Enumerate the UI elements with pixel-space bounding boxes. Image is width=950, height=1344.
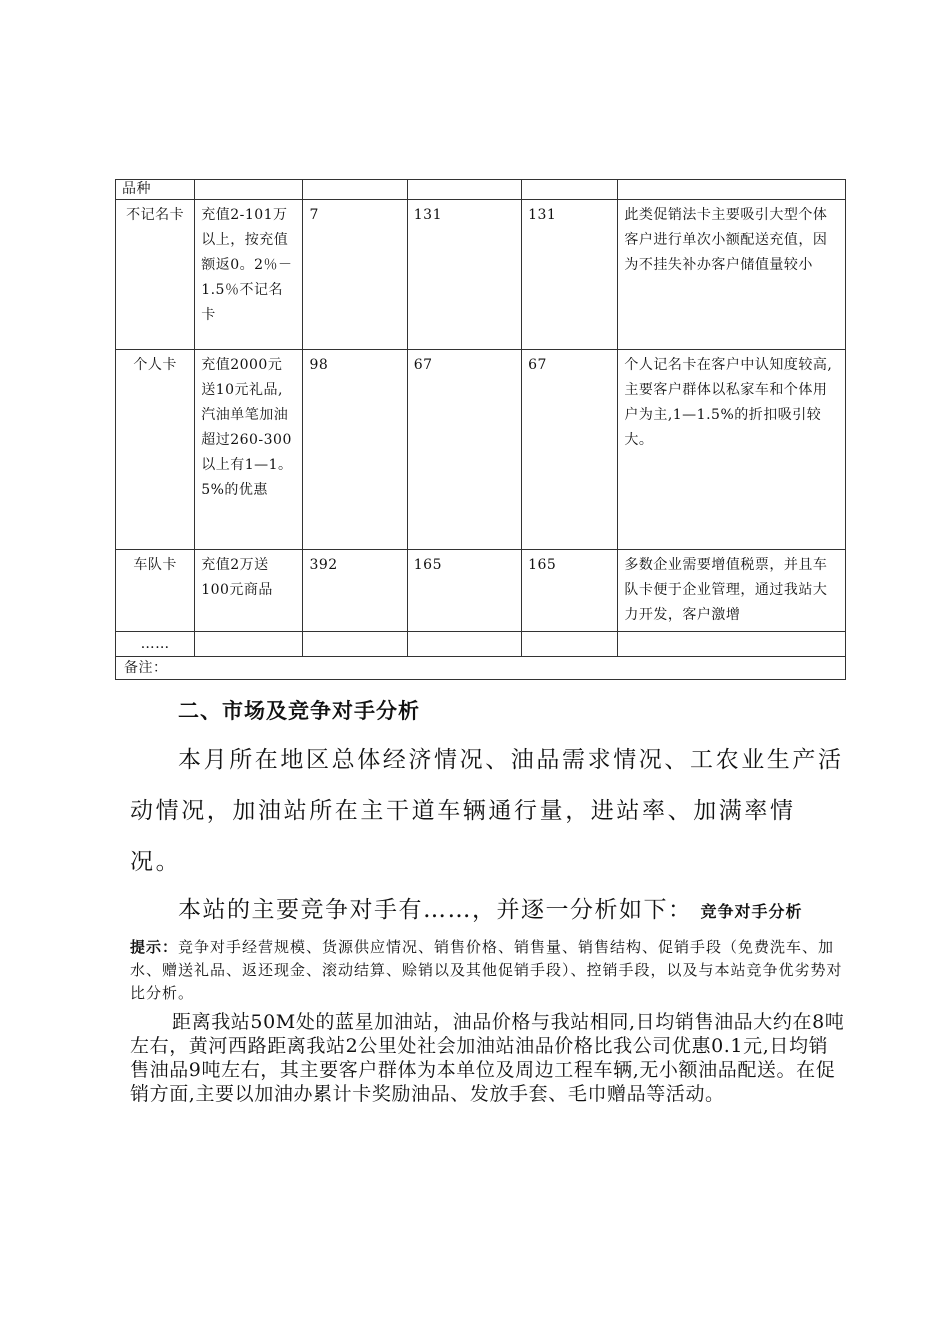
header-cell-type: 品种 [116,180,195,200]
economy-paragraph: 本月所在地区总体经济情况、油品需求情况、工农业生产活动情况，加油站所在主干道车辆通行量，进站率、加满率情况。 [130,747,844,875]
value-cell: 67 [522,350,618,550]
value-cell: 98 [303,350,407,550]
empty-cell [618,632,846,657]
note-cell: 多数企业需要增值税票，并且车队卡便于企业管理，通过我站大力开发，客户激增 [618,550,846,632]
competitors-text: 本站的主要竞争对手有……，并逐一分析如下： [178,897,693,923]
remark-cell: 备注： [116,657,846,680]
tip-label: 提示： [130,938,179,956]
ellipsis-cell: …… [116,632,195,657]
table-row [116,350,846,550]
header-cell-empty [303,180,407,200]
value-cell: 165 [522,550,618,632]
value-cell: 67 [407,350,521,550]
table-header-row [116,180,846,200]
competitors-paragraph [130,890,845,932]
card-type-cell: 不记名卡 [116,200,195,350]
table-row-ellipsis [116,632,846,657]
competitor-detail-paragraph: 距离我站50M处的蓝星加油站，油品价格与我站相同,日均销售油品大约在8吨左右，黄河西路距离我站2公里处社会加油站油品价格比我公司优惠0.1元,日均销售油品9吨左右，其主要客户群体为本单位及周边工程车辆,无小额油品配送。在促销方面,主要以加油办累计卡奖励油品、发放手套、毛巾赠品等活动。 [130,1011,845,1105]
value-cell: 7 [303,200,407,350]
tip-paragraph [130,936,848,1005]
table-row [116,200,846,350]
policy-cell: 充值2万送100元商品 [195,550,303,632]
value-cell: 131 [522,200,618,350]
header-cell-empty [195,180,303,200]
tip-text: 竞争对手经营规模、货源供应情况、销售价格、销售量、销售结构、促销手段（免费洗车、加水、赠送礼品、返还现金、滚动结算、赊销以及其他促销手段）、控销手段，以及与本站竞争优劣势对比分析。 [130,938,843,1002]
policy-cell: 充值2-101万以上，按充值额返0。2％－1.5％不记名卡 [195,200,303,350]
header-cell-empty [407,180,521,200]
section-heading: 二、市场及竞争对手分析 [178,699,420,723]
empty-cell [522,632,618,657]
header-cell-empty [522,180,618,200]
empty-cell [407,632,521,657]
table-remark-row [116,657,846,680]
value-cell: 165 [407,550,521,632]
card-type-cell: 个人卡 [116,350,195,550]
card-type-cell: 车队卡 [116,550,195,632]
value-cell: 131 [407,200,521,350]
header-cell-empty [618,180,846,200]
empty-cell [195,632,303,657]
competitor-analysis-tag: 竞争对手分析 [700,902,803,921]
empty-cell [303,632,407,657]
note-cell: 个人记名卡在客户中认知度较高,主要客户群体以私家车和个体用户为主,1—1.5%的折扣吸引较大。 [618,350,846,550]
note-cell: 此类促销法卡主要吸引大型个体客户进行单次小额配送充值，因为不挂失补办客户储值量较小 [618,200,846,350]
value-cell: 392 [303,550,407,632]
table-row [116,550,846,632]
policy-cell: 充值2000元送10元礼品,汽油单笔加油超过260-300以上有1—1。5%的优惠 [195,350,303,550]
promotion-table [115,179,846,680]
